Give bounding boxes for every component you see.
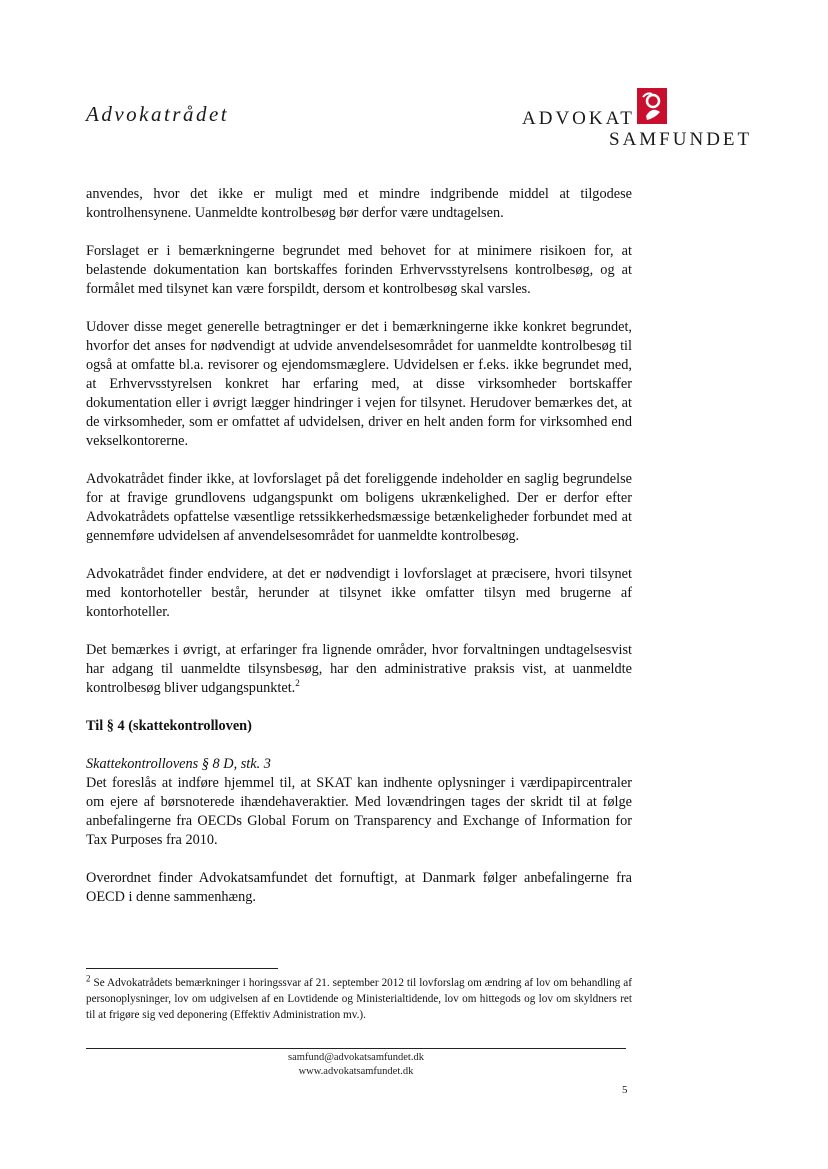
section-subheading: Skattekontrollovens § 8 D, stk. 3: [86, 756, 271, 772]
section-heading: Til § 4 (skattekontrolloven): [86, 718, 252, 734]
paragraph-7: Det foreslås at indføre hjemmel til, at SKAT kan indhente oplysninger i værdipapircentraler om ejere af børsnoterede ihændehaveraktier. Med lovændringen tages der skridt til at følge anbefalingerne fra OECDs Global Forum on Transparency and Exchange of Information for Tax Purposes fra 2010.: [86, 775, 632, 848]
letter-body: [86, 185, 632, 926]
advokatsamfundet-logo-icon: [637, 88, 667, 124]
footnote: [86, 975, 632, 1023]
page-number: 5: [622, 1084, 628, 1096]
footer-website: www.advokatsamfundet.dk: [298, 1066, 414, 1077]
footer-divider: [86, 1048, 626, 1049]
paragraph-2: Forslaget er i bemærkningerne begrundet med behovet for at minimere risikoen for, at belastende dokumentation kan bortskaffes forinden Erhvervsstyrelsens kontrolbesøg, og at formålet med tilsynet kan være forspildt, dersom et kontrolbesøg skal varsles.: [86, 243, 632, 297]
footnote-number: 2: [86, 973, 91, 984]
paragraph-8: Overordnet finder Advokatsamfundet det fornuftigt, at Danmark følger anbefalingerne fra OECD i denne sammenhæng.: [86, 870, 632, 905]
paragraph-3: Udover disse meget generelle betragtninger er det i bemærkningerne ikke konkret begrundet, hvorfor det anses for nødvendigt at udvide anvendelsesområdet for uanmeldte kontrolbesøg til også at omfatte bl.a. revisorer og ejendomsmæglere. Udvidelsen er f.eks. ikke begrundet med, at Erhvervsstyrelsen konkret har erfaring med, at disse virksomheder bortskaffer dokumentation eller i øvrigt lægger hindringer i vejen for tilsynet. Herudover bemærkes det, at de virksomheder, som er omfattet af udvidelsen, driver en helt anden form for virksomhed end vekselkontorerne.: [86, 319, 632, 449]
paragraph-1: anvendes, hvor det ikke er muligt med et mindre indgribende middel at tilgodese kontrolhensynene. Uanmeldte kontrolbesøg bør derfor være undtagelsen.: [86, 186, 632, 221]
logo-text-advokat: ADVOKAT: [522, 108, 635, 129]
footnote-reference: 2: [295, 678, 300, 689]
logo-text-samfundet: SAMFUNDET: [609, 129, 753, 150]
header-advokatraadet-title: Advokatrådet: [86, 102, 230, 126]
paragraph-4: Advokatrådet finder ikke, at lovforslaget på det foreliggende indeholder en saglig begrundelse for at fravige grundlovens udgangspunkt om boligens ukrænkelighed. Der er derfor efter Advokatrådets opfattelse væsentlige retssikkerhedsmæssige betænkeligheder forbundet med at gennemføre udvidelsen af anvendelsesområdet for uanmeldte kontrolbesøg.: [86, 471, 632, 544]
paragraph-5: Advokatrådet finder endvidere, at det er nødvendigt i lovforslaget at præcisere, hvori tilsynet med kontorhoteller består, herunder at tilsynet ikke omfatter tilsyn med brugerne af kontorhoteller.: [86, 566, 632, 620]
footnote-divider: [86, 968, 278, 969]
footer-email: samfund@advokatsamfundet.dk: [288, 1052, 424, 1063]
footnote-text: Se Advokatrådets bemærkninger i horingssvar af 21. september 2012 til lovforslag om ændring af lov om behandling af personoplysninger, lov om udgivelsen af en Lovtidende og Ministerialtidende, lov om hittegods og lov om skyldners ret til at frigøre sig ved deponering (Effektiv Administration mv.).: [86, 977, 632, 1021]
paragraph-6-text: Det bemærkes i øvrigt, at erfaringer fra lignende områder, hvor forvaltningen undtagelsesvist har adgang til uanmeldte tilsynsbesøg, har den administrative praksis vist, at uanmeldte kontrolbesøg bliver udgangspunktet.: [86, 642, 632, 696]
paragraph-6: [86, 641, 632, 698]
